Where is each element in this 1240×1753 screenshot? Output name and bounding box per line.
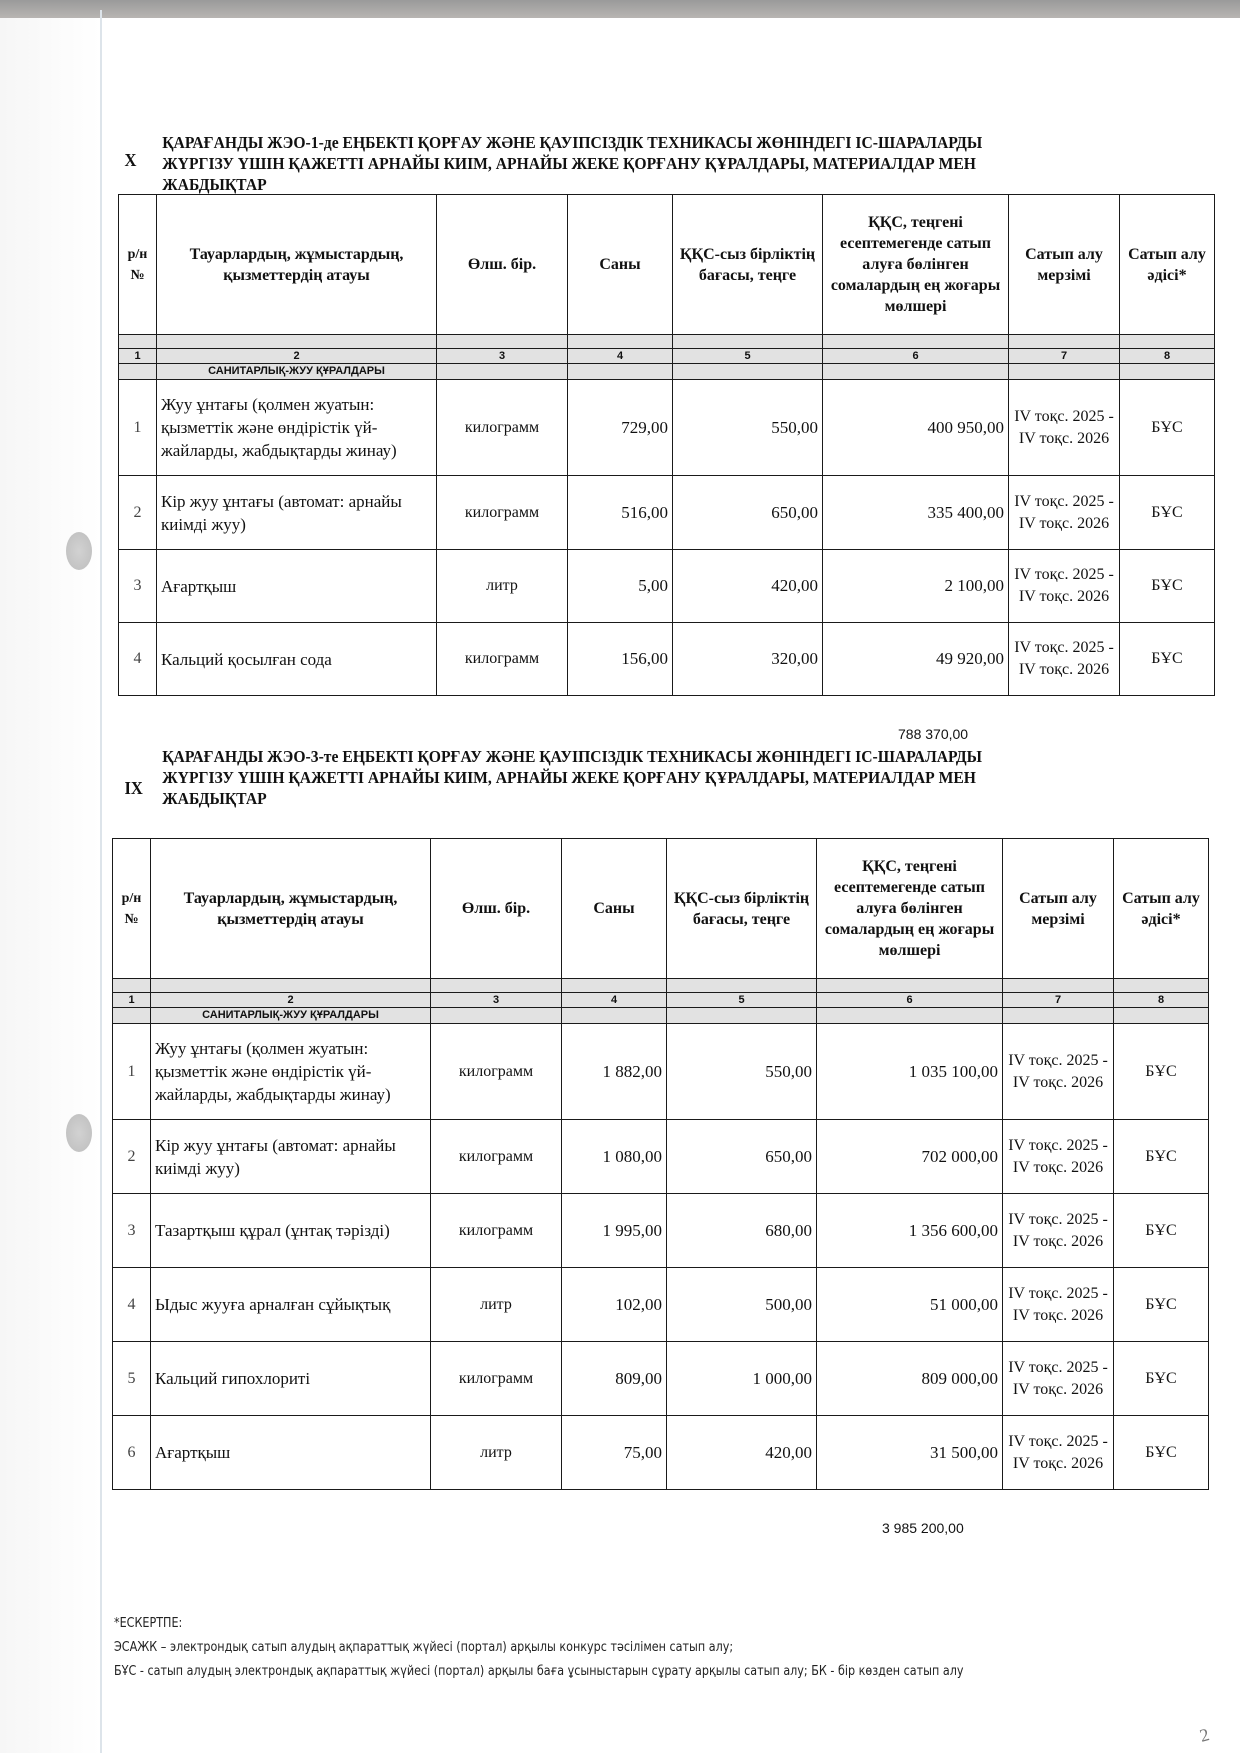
row-number: 2 [119,476,157,550]
item-amount: 809 000,00 [817,1342,1003,1416]
item-name: Жуу ұнтағы (қолмен жуатын: қызметтік және өндірістік үй-жайларды, жабдықтарды жинау) [157,380,437,476]
scan-top-edge [0,0,1240,18]
table-row [113,1342,1209,1416]
page-number-mark: 2 [1197,1724,1212,1746]
section-total: 788 370,00 [898,726,969,742]
col-header-no: р/н № [113,839,151,979]
page-edge-line [100,10,102,1753]
item-qty: 1 080,00 [562,1120,667,1194]
item-qty: 156,00 [568,623,673,696]
section-total: 3 985 200,00 [882,1520,964,1536]
column-number: 7 [1009,349,1120,364]
category-label: САНИТАРЛЫҚ-ЖУУ ҚҰРАЛДАРЫ [157,364,437,380]
column-number: 7 [1003,993,1114,1008]
item-amount: 51 000,00 [817,1268,1003,1342]
column-number: 5 [673,349,823,364]
footnote-line: ЭСАЖК – электрондық сатып алудың ақпараттық жүйесі (портал) арқылы конкурс тәсілімен сатып алу; [114,1640,734,1655]
table-row [119,380,1215,476]
item-qty: 1 882,00 [562,1024,667,1120]
column-number: 1 [113,993,151,1008]
footnote-heading: *ЕСКЕРТПЕ: [114,1616,183,1631]
item-amount: 400 950,00 [823,380,1009,476]
row-number: 1 [119,380,157,476]
title-line: ҚАРАҒАНДЫ ЖЭО-3-те ЕҢБЕКТІ ҚОРҒАУ ЖӘНЕ ҚАУІПСІЗДІК ТЕХНИКАСЫ ЖӨНІНДЕГІ ІС-ШАРАЛАРДЫ [162,747,983,766]
procurement-table [118,194,1215,696]
item-method: БҰС [1120,623,1215,696]
col-header-period: Сатып алу мерзімі [1009,195,1120,335]
column-number: 3 [431,993,562,1008]
item-price: 650,00 [667,1120,817,1194]
item-price: 550,00 [673,380,823,476]
item-name: Кальций гипохлориті [151,1342,431,1416]
col-header-qty: Саны [562,839,667,979]
table-row [119,550,1215,623]
title-line: ЖАБДЫҚТАР [162,175,267,194]
item-name: Жуу ұнтағы (қолмен жуатын: қызметтік және өндірістік үй-жайларды, жабдықтарды жинау) [151,1024,431,1120]
col-header-unit: Өлш. бір. [437,195,568,335]
item-amount: 49 920,00 [823,623,1009,696]
table-row [119,623,1215,696]
item-price: 320,00 [673,623,823,696]
item-period: IV тоқс. 2025 - IV тоқс. 2026 [1009,550,1120,623]
column-number-row [119,349,1215,364]
footnotes [114,1612,974,1684]
title-line: ЖАБДЫҚТАР [162,789,267,808]
row-number: 4 [113,1268,151,1342]
title-line: ЖҮРГІЗУ ҮШІН ҚАЖЕТТІ АРНАЙЫ КИІМ, АРНАЙЫ ЖЕКЕ ҚОРҒАНУ ҚҰРАЛДАРЫ, МАТЕРИАЛДАР МЕН [162,154,976,173]
item-amount: 335 400,00 [823,476,1009,550]
item-period: IV тоқс. 2025 - IV тоқс. 2026 [1009,476,1120,550]
table-row [113,1194,1209,1268]
item-qty: 102,00 [562,1268,667,1342]
col-header-amount: ҚҚС, теңгені есептемегенде сатып алуға бөлінген сомалардың ең жоғары мөлшері [823,195,1009,335]
item-name: Ағартқыш [157,550,437,623]
col-header-price: ҚҚС-сыз бірліктің бағасы, теңге [673,195,823,335]
item-qty: 729,00 [568,380,673,476]
col-header-qty: Саны [568,195,673,335]
shaded-row [113,979,1209,993]
item-period: IV тоқс. 2025 - IV тоқс. 2026 [1003,1268,1114,1342]
item-qty: 1 995,00 [562,1194,667,1268]
col-header-unit: Өлш. бір. [431,839,562,979]
item-price: 550,00 [667,1024,817,1120]
item-period: IV тоқс. 2025 - IV тоқс. 2026 [1003,1416,1114,1490]
item-period: IV тоқс. 2025 - IV тоқс. 2026 [1003,1194,1114,1268]
item-amount: 31 500,00 [817,1416,1003,1490]
item-method: БҰС [1114,1416,1209,1490]
column-number: 6 [823,349,1009,364]
col-header-method: Сатып алу әдісі* [1120,195,1215,335]
column-number: 4 [568,349,673,364]
punch-hole [66,1114,92,1152]
col-header-name: Тауарлардың, жұмыстардың, қызметтердің атауы [151,839,431,979]
row-number: 3 [119,550,157,623]
item-unit: килограмм [437,380,568,476]
item-unit: литр [431,1416,562,1490]
row-number: 2 [113,1120,151,1194]
item-period: IV тоқс. 2025 - IV тоқс. 2026 [1003,1342,1114,1416]
item-price: 500,00 [667,1268,817,1342]
item-method: БҰС [1120,380,1215,476]
item-amount: 1 356 600,00 [817,1194,1003,1268]
item-unit: килограмм [431,1024,562,1120]
item-price: 680,00 [667,1194,817,1268]
item-qty: 516,00 [568,476,673,550]
item-name: Кір жуу ұнтағы (автомат: арнайы киімді жуу) [151,1120,431,1194]
column-number: 5 [667,993,817,1008]
item-method: БҰС [1114,1342,1209,1416]
item-unit: килограмм [437,623,568,696]
col-header-period: Сатып алу мерзімі [1003,839,1114,979]
row-number: 6 [113,1416,151,1490]
item-name: Кальций қосылған сода [157,623,437,696]
item-method: БҰС [1114,1024,1209,1120]
item-qty: 75,00 [562,1416,667,1490]
column-number-row [113,993,1209,1008]
col-header-no: р/н № [119,195,157,335]
column-number: 2 [157,349,437,364]
item-name: Кір жуу ұнтағы (автомат: арнайы киімді жуу) [157,476,437,550]
item-method: БҰС [1114,1194,1209,1268]
item-period: IV тоқс. 2025 - IV тоқс. 2026 [1003,1120,1114,1194]
title-line: ҚАРАҒАНДЫ ЖЭО-1-де ЕҢБЕКТІ ҚОРҒАУ ЖӘНЕ ҚАУІПСІЗДІК ТЕХНИКАСЫ ЖӨНІНДЕГІ ІС-ШАРАЛАРДЫ [162,133,983,152]
item-unit: килограмм [437,476,568,550]
item-name: Ағартқыш [151,1416,431,1490]
item-unit: литр [437,550,568,623]
item-unit: килограмм [431,1342,562,1416]
col-header-name: Тауарлардың, жұмыстардың, қызметтердің атауы [157,195,437,335]
row-number: 4 [119,623,157,696]
item-method: БҰС [1114,1120,1209,1194]
section-number: X [124,150,137,170]
category-row [119,364,1215,380]
column-number: 1 [119,349,157,364]
item-amount: 702 000,00 [817,1120,1003,1194]
item-qty: 5,00 [568,550,673,623]
row-number: 1 [113,1024,151,1120]
item-period: IV тоқс. 2025 - IV тоқс. 2026 [1003,1024,1114,1120]
item-price: 420,00 [673,550,823,623]
item-price: 650,00 [673,476,823,550]
item-name: Тазартқыш құрал (ұнтақ тәрізді) [151,1194,431,1268]
item-amount: 1 035 100,00 [817,1024,1003,1120]
scan-margin [0,0,100,1753]
item-unit: килограмм [431,1120,562,1194]
title-line: ЖҮРГІЗУ ҮШІН ҚАЖЕТТІ АРНАЙЫ КИІМ, АРНАЙЫ ЖЕКЕ ҚОРҒАНУ ҚҰРАЛДАРЫ, МАТЕРИАЛДАР МЕН [162,768,976,787]
item-method: БҰС [1120,476,1215,550]
col-header-amount: ҚҚС, теңгені есептемегенде сатып алуға бөлінген сомалардың ең жоғары мөлшері [817,839,1003,979]
item-method: БҰС [1120,550,1215,623]
column-number: 6 [817,993,1003,1008]
item-method: БҰС [1114,1268,1209,1342]
column-number: 4 [562,993,667,1008]
footnote-line: БҰС - сатып алудың электрондық ақпараттық жүйесі (портал) арқылы баға ұсыныстарын сұрату арқылы сатып алу; БК - бір көзден сатып алу [114,1664,964,1679]
table-row [119,476,1215,550]
category-label: САНИТАРЛЫҚ-ЖУУ ҚҰРАЛДАРЫ [151,1008,431,1024]
row-number: 5 [113,1342,151,1416]
col-header-method: Сатып алу әдісі* [1114,839,1209,979]
section-title [124,132,1087,195]
item-price: 420,00 [667,1416,817,1490]
shaded-row [119,335,1215,349]
punch-hole [66,532,92,570]
item-period: IV тоқс. 2025 - IV тоқс. 2026 [1009,623,1120,696]
item-period: IV тоқс. 2025 - IV тоқс. 2026 [1009,380,1120,476]
column-number: 8 [1114,993,1209,1008]
item-name: Ыдыс жууға арналған сұйықтық [151,1268,431,1342]
item-amount: 2 100,00 [823,550,1009,623]
section-title [124,746,1087,809]
column-number: 3 [437,349,568,364]
column-number: 2 [151,993,431,1008]
item-unit: литр [431,1268,562,1342]
table-row [113,1120,1209,1194]
row-number: 3 [113,1194,151,1268]
table-row [113,1024,1209,1120]
item-unit: килограмм [431,1194,562,1268]
section-number: IX [124,778,143,798]
col-header-price: ҚҚС-сыз бірліктің бағасы, теңге [667,839,817,979]
category-row [113,1008,1209,1024]
item-qty: 809,00 [562,1342,667,1416]
table-row [113,1268,1209,1342]
table-row [113,1416,1209,1490]
item-price: 1 000,00 [667,1342,817,1416]
procurement-table [112,838,1209,1490]
column-number: 8 [1120,349,1215,364]
